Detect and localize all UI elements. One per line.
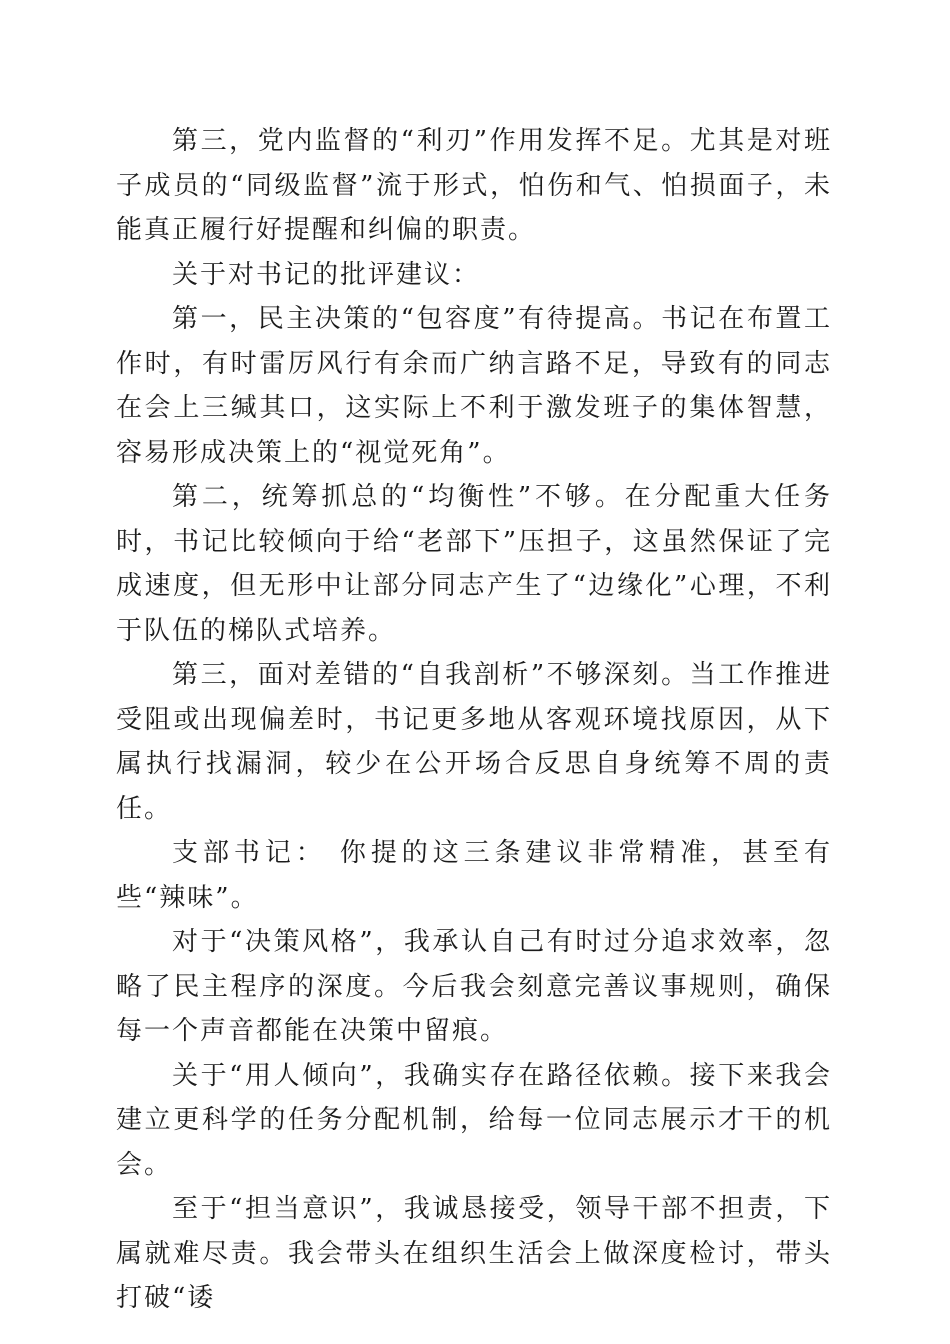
paragraph-secretary-critique-heading: 关于对书记的批评建议：	[172, 259, 481, 290]
paragraph-staffing-tendency: 关于“用人倾向”，我确实存在路径依赖。接下来我会建立更科学的任务分配机制，给每一位同志展示才干的机会。	[116, 1060, 832, 1180]
document-body	[116, 119, 832, 1321]
paragraph-critique-third: 第三，面对差错的“自我剖析”不够深刻。当工作推进受阻或出现偏差时，书记更多地从客观环境找原因，从下属执行找漏洞，较少在公开场合反思自身统筹不周的责任。	[116, 660, 832, 824]
paragraph-critique-first: 第一，民主决策的“包容度”有待提高。书记在布置工作时，有时雷厉风行有余而广纳言路不足，导致有的同志在会上三缄其口，这实际上不利于激发班子的集体智慧，容易形成决策上的“视觉死角”。	[116, 304, 832, 468]
paragraph-secretary-reply: 支部书记： 你提的这三条建议非常精准，甚至有些“辣味”。	[116, 838, 832, 913]
paragraph-decision-style: 对于“决策风格”，我承认自己有时过分追求效率，忽略了民主程序的深度。今后我会刻意完善议事规则，确保每一个声音都能在决策中留痕。	[116, 927, 832, 1046]
paragraph-supervision-third: 第三，党内监督的“利刃”作用发挥不足。尤其是对班子成员的“同级监督”流于形式，怕伤和气、怕损面子，未能真正履行好提醒和纠偏的职责。	[116, 126, 832, 245]
paragraph-critique-second: 第二，统筹抓总的“均衡性”不够。在分配重大任务时，书记比较倾向于给“老部下”压担子，这虽然保证了完成速度，但无形中让部分同志产生了“边缘化”心理，不利于队伍的梯队式培养。	[116, 482, 832, 646]
paragraph-responsibility: 至于“担当意识”，我诚恳接受，领导干部不担责，下属就难尽责。我会带头在组织生活会上做深度检讨，带头打破“诿	[116, 1194, 832, 1313]
